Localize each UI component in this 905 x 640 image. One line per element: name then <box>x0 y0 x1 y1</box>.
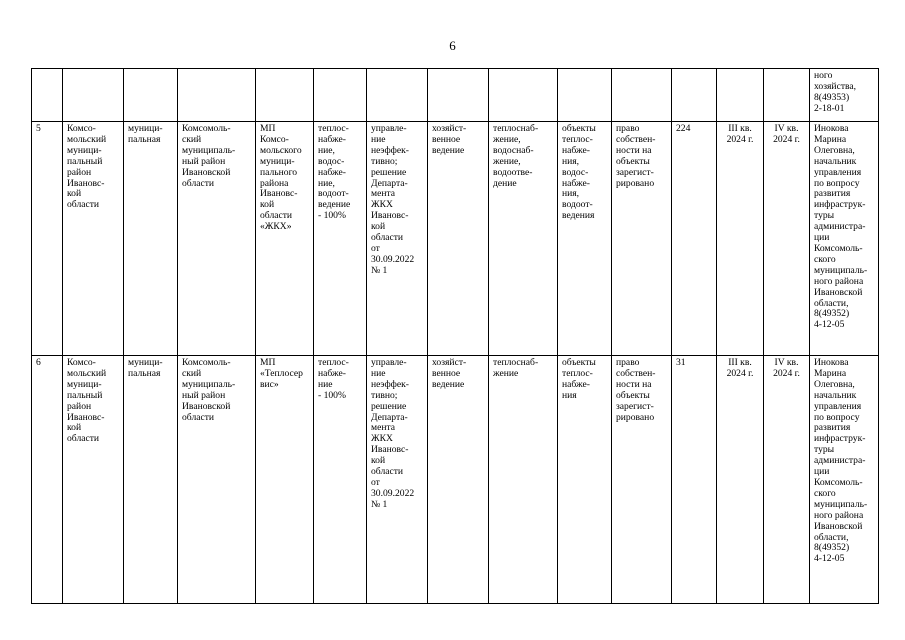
cell-num <box>32 69 63 122</box>
cell-num: 6 <box>32 356 63 604</box>
table-row <box>32 122 879 356</box>
cell-count <box>672 69 717 122</box>
cell-service <box>489 69 558 122</box>
cell-reason: управле- ние неэффек- тивно; решение Департа- мента ЖКХ Ивановс- кой области от 30.09.2022 № 1 <box>367 356 428 604</box>
cell-end <box>764 69 810 122</box>
cell-organization <box>256 69 314 122</box>
cell-contact: ного хозяйства, 8(49353) 2-18-01 <box>810 69 879 122</box>
cell-ownership: муници- пальная <box>124 122 178 356</box>
cell-start <box>717 69 764 122</box>
page-number: 6 <box>449 38 456 53</box>
cell-count: 31 <box>672 356 717 604</box>
cell-sector: хозяйст- венное ведение <box>428 356 489 604</box>
cell-objects: объекты теплос- набже- ния <box>558 356 612 604</box>
cell-reason: управле- ние неэффек- тивно; решение Департа- мента ЖКХ Ивановс- кой области от 30.09.2022 № 1 <box>367 122 428 356</box>
table-row-continuation <box>32 69 879 122</box>
cell-right: право собствен- ности на объекты зарегист- рировано <box>612 122 672 356</box>
cell-contact: Инокова Марина Олеговна, начальник управления по вопросу развития инфраструк- туры администра- ции Комсомоль- ского муниципаль- ного района Ивановской области, 8(49352) 4-12-05 <box>810 122 879 356</box>
cell-organization: МП «Теплосер вис» <box>256 356 314 604</box>
cell-count: 224 <box>672 122 717 356</box>
cell-activity: теплос- набже- ние, водос- набже- ние, водоот- ведение - 100% <box>314 122 367 356</box>
cell-municipality <box>63 69 124 122</box>
cell-num: 5 <box>32 122 63 356</box>
registry-table <box>31 68 879 604</box>
cell-owner: Комсомоль- ский муниципаль- ный район Ивановской области <box>178 122 256 356</box>
cell-reason <box>367 69 428 122</box>
cell-service: теплоснаб- жение <box>489 356 558 604</box>
cell-sector <box>428 69 489 122</box>
cell-ownership <box>124 69 178 122</box>
cell-start: III кв. 2024 г. <box>717 122 764 356</box>
cell-owner <box>178 69 256 122</box>
cell-municipality: Комсо- мольский муници- пальный район Ивановс- кой области <box>63 356 124 604</box>
cell-sector: хозяйст- венное ведение <box>428 122 489 356</box>
cell-objects <box>558 69 612 122</box>
cell-organization: МП Комсо- мольского муници- пального района Ивановс- кой области «ЖКХ» <box>256 122 314 356</box>
cell-service: теплоснаб- жение, водоснаб- жение, водоотве- дение <box>489 122 558 356</box>
cell-activity: теплос- набже- ние - 100% <box>314 356 367 604</box>
cell-ownership: муници- пальная <box>124 356 178 604</box>
cell-municipality: Комсо- мольский муници- пальный район Ивановс- кой области <box>63 122 124 356</box>
cell-objects: объекты теплос- набже- ния, водос- набже- ния, водоот- ведения <box>558 122 612 356</box>
cell-start: III кв. 2024 г. <box>717 356 764 604</box>
table-row <box>32 356 879 604</box>
cell-right: право собствен- ности на объекты зарегист- рировано <box>612 356 672 604</box>
cell-owner: Комсомоль- ский муниципаль- ный район Ивановской области <box>178 356 256 604</box>
cell-end: IV кв. 2024 г. <box>764 122 810 356</box>
cell-right <box>612 69 672 122</box>
cell-activity <box>314 69 367 122</box>
cell-contact: Инокова Марина Олеговна, начальник управления по вопросу развития инфраструк- туры администра- ции Комсомоль- ского муниципаль- ного района Ивановской области, 8(49352) 4-12-05 <box>810 356 879 604</box>
cell-end: IV кв. 2024 г. <box>764 356 810 604</box>
